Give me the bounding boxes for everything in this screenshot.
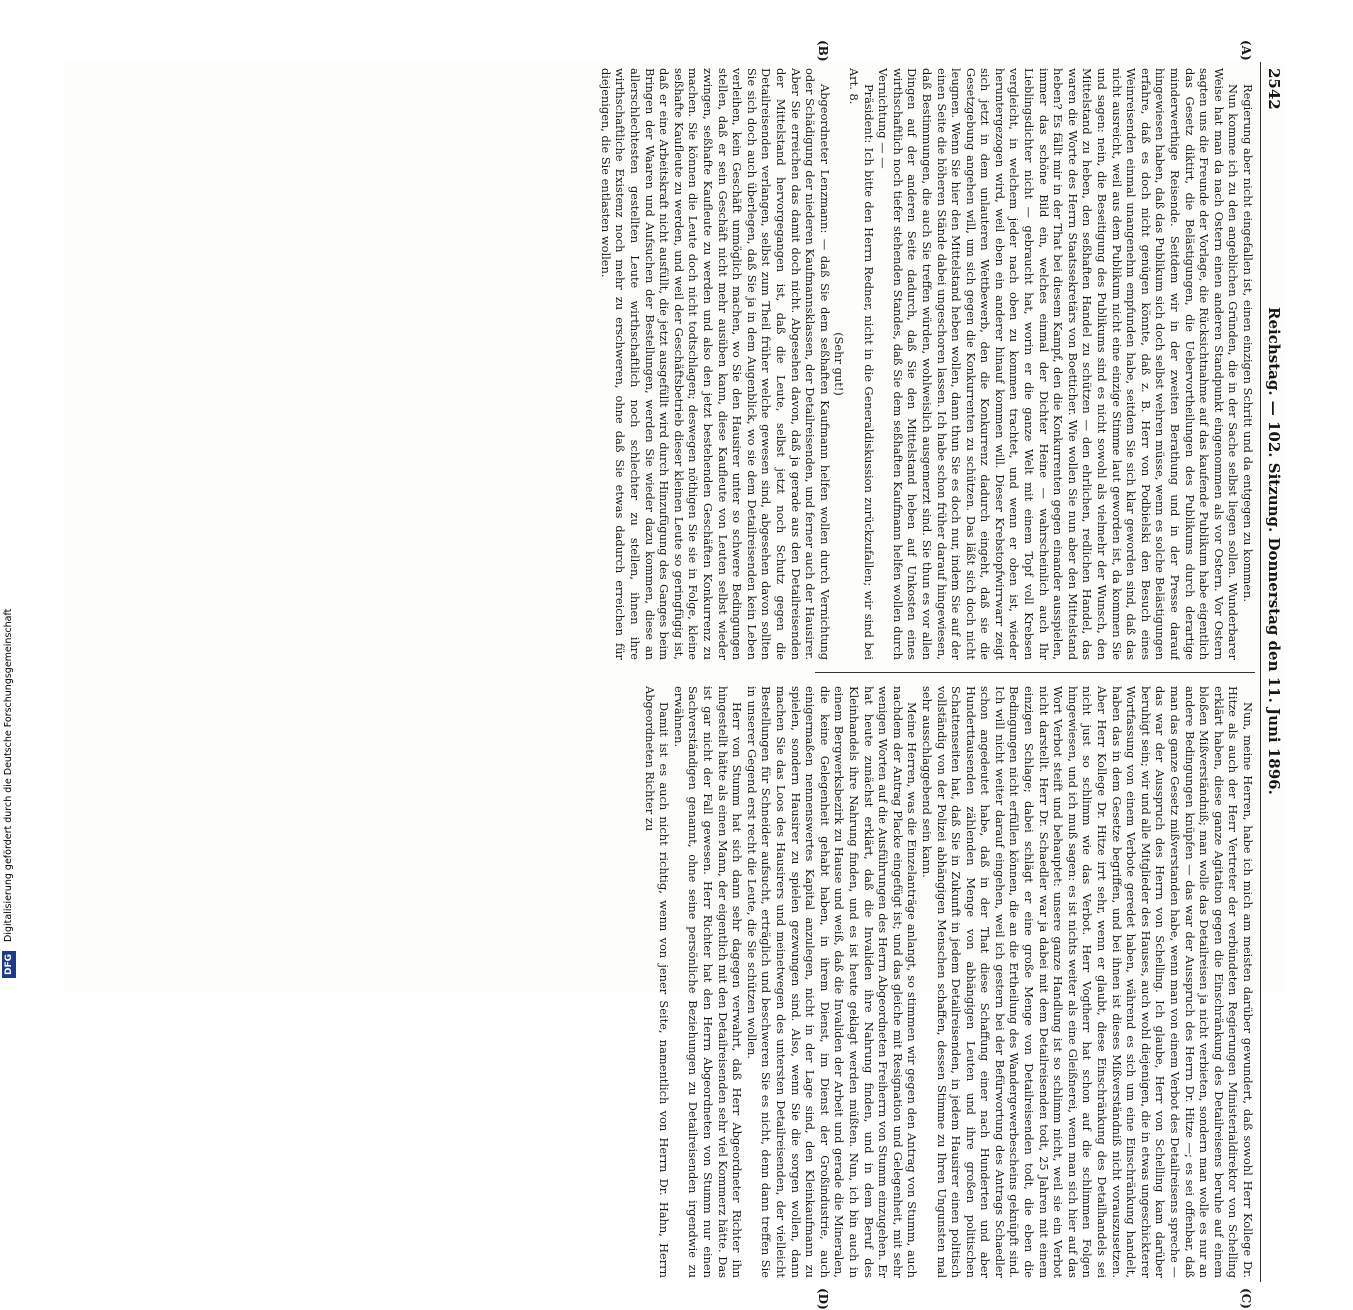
header-title: Reichstag. — 102. Sitzung. Donnerstag den 11. Juni 1896. [1265,307,1283,795]
footer-text: Digitalisierung gefördert durch die Deutsche Forschungsgemeinschaft [3,608,14,942]
paragraph: Nun komme ich zu den angeblichen Gründen, die in der Sache selbst liegen sollen. Wunderbarer Weise hat man da nach Ostern einen anderen Standpunkt eingenommen als vor Ostern. Vor Ostern sagten uns die Freunde der Vorlage, die Rücksichtnahme auf das kaufende Publikum habe eigentlich das Gesetz diktirt, die Belästigungen, die Uebervortheilungen des Publikums durch derartige minderwerthige Reisende. Seitdem wir in der zweiten Berathung und in der Presse darauf hingewiesen haben, daß das Publikum sich doch selbst wehren müsse, wenn es solche Belästigungen erfahre, daß es doch nicht genügen könnte, daß z. B. Herr von Podbielski den Besuch eines Weinreisenden einmal unangenehm empfunden habe, seitdem Sie sich klar geworden sind, daß das nicht ausreicht, weil aus dem Publikum nicht eine einzige Stimme laut geworden ist, da kommen Sie und sagen: nein, die Beseitigung des Publikums sind es nicht sowohl als vielmehr der Wunsch, den Mittelstand zu heben, den seßhaften Handel zu schützen — den ehrlichen, redlichen Handel, das waren die Worte des Herrn Staatssekretärs von Boetticher. Wie wollen Sie nun aber den Mittelstand heben? Es fällt mir in der That bei diesem Kampf, den die Konkurrenten gegen einander ausspielen, immer das schöne Bild ein, welches einmal der Dichter Heine — wahrscheinlich auch Ihr Lieblingsdichter nicht — gebraucht hat, worin er die ganze Welt mit einem Topf voll Krebsen vergleicht, in welchem jeder nach oben zu kommen trachtet, und wenn er oben ist, wieder heruntergezogen wird, weil eben ein anderer hinauf kommen will. Dieser Krebstopfwirrwarr zeigt sich jetzt in dem unlauteren Wettbewerb, den die Konkurrenz dadurch eingeht, daß sie die Gesetzgebung angehen will, um sich gegen die Konkurrenten zu schützen. Das läßt sich doch nicht leugnen. Wenn Sie hier den Mittelstand heben wollen, dann thun Sie es doch nur, indem Sie auf der einen Seite die höheren Stände dabei ungeschoren lassen. Ich habe schon früher darauf hingewiesen, daß Bestimmungen, die auch Sie treffen würden, wohlweislich ausgemerzt sind. Sie thun es vor allen Dingen auf der anderen Seite dadurch, daß Sie den Mittelstand heben auf Unkosten eines wirthschaftlich noch tiefer stehenden Standes, daß Sie dem seßhaften Kaufmann helfen wollen durch Vernichtung — — [876,68,1241,660]
paragraph: Präsident: Ich bitte den Herrn Redner, nicht in die Generaldiskussion zurückzufallen; wir sind bei Art. 8. [846,68,876,660]
paragraph: (Sehr gut!) [832,332,847,396]
paragraph: Meine Herren, was die Einzelanträge anlangt, so stimmen wir gegen den Antrag von Stumm, auch nachdem der Antrag Placke eingefügt ist; und das gleiche mit Resignation und Gelegenheit, mit sehr wenigen Worten auf die Ausführungen des Herrn Abgeordneten Freiherrn von Stumm einzugehen. Er hat heute zunächst erklärt, daß die Invaliden ihre Nahrung finden, und in dem Beruf des Kleinhandels ihre Nahrung finden, und es ist heute geklagt werden müßten. Nun, ich bin auch in einem Bergwerksbezirk zu Hause und weiß, daß die Invaliden der Arbeit und gerade die Mineralen, die keine Gelegenheit gehabt haben, in ihrem Dienst, im Dienst der Großindustrie, auch einigermaßen nennenswertes Kapital anzulegen, nicht in der Lage sind, den Kleinkaufmann zu spielen, sondern Hausirer zu spielen gezwungen sind. Also, wenn Sie die sorgen wollen, dann machen Sie das Loos des Hausirers und meinetwegen des untersten Detailreisenden, der vielleicht Bestellungen für Schneider aufsucht, erträglich und beschweren Sie es nicht, denn dann treffen Sie in unserer Gegend erst recht die Leute, die Sie schützen wollen. [744,686,920,1278]
paragraph: Abgeordneter Lenzmann: — daß Sie dem seßhaften Kaufmann helfen wollen durch Vernichtung oder Schädigung der niederen Kaufmannsklassen, der Detailreisenden, und ferner auch der Hausirer. Aber Sie erreichen das damit doch nicht. Abgesehen davon, daß ja gerade aus den Detailreisenden der Mittelstand hervorgegangen ist, daß die Leute, selbst jetzt noch Schutz gegen die Detailreisenden verlangen, selbst zum Theil früher welche gewesen sind, abgesehen davon sollten Sie sich doch auch überlegen, daß Sie ja in dem Augenblick, wo sie dem Detailreisenden kein Leben verleihen, kein Geschäft unmöglich machen, wo Sie den Hausirer unter so schwere Bedingungen stellen, daß er sein Geschäft nicht mehr ausüben kann, diese Kaufleute von Leuten selbst wieder zwingen, seßhafte Kaufleute zu werden und also den jetzt bestehenden Geschäften Konkurrenz zu machen. Sie können die Leute doch nicht todtschlagen; deswegen nöthigen Sie sie in Folge, kleine seßhafte Kaufleute zu werden, und weil der Geschäftsbetrieb dieser kleinen Leute so geringfügig ist, daß er eine Arbeitskraft nicht ausfüllt, die jetzt ausgefüllt wird durch Hinzufügung des Ganges beim Bringen der Waaren und Aufsuchen der Bestellungen, werden Sie wieder dazu kommen, diese an allerschlechtesten gestellten Leute wirthschaftlich noch schlechter zu stellen, ihnen ihre wirthschaftliche Existenz noch mehr zu erschweren, ohne daß Sie etwas dadurch erreichen für diejenigen, die Sie entlasten wollen. [598,68,832,660]
document-page [65,40,1285,1310]
margin-label-c: (C) [1239,1288,1253,1309]
right-column [395,686,1255,1278]
paragraph: Herr von Stumm hat sich dann sehr dagegen verwahrt, daß Herr Abgeordneter Richter ihn hingestellt hätte als einen Mann, der eigentlich mit den Detailreisenden sehr viel Kommerz hätte. Das ist gar nicht der Fall gewesen. Herr Richter hat den Herrn Abgeordneten von Stumm nur einen Sachverständigen genannt, ohne seine persönliche Beziehungen zu Detailreisenden irgendwie zu erwähnen. [671,686,745,1278]
dfg-logo: DFG [2,951,16,978]
page-number: 2542 [1265,68,1283,110]
header-rule [1260,62,1261,1282]
margin-label-d: (D) [816,1288,830,1310]
paragraph: Regierung aber nicht eingefallen ist, einen einzigen Schritt und da entgegen zu kommen. [1241,84,1255,602]
column-rule [815,672,1255,673]
paragraph: Damit ist es auch nicht richtig, wenn von jener Seite, namentlich von Herrn Dr. Hahn, Herrn Abgeordneten Richter zu [642,686,672,1278]
margin-label-b: (B) [816,40,830,62]
page-header [1263,62,1285,1282]
margin-label-a: (A) [1239,40,1253,61]
left-column [395,68,1255,660]
footer-credit [2,0,16,1000]
paragraph: Nun, meine Herren, habe ich mich am meisten darüber gewundert, daß sowohl Herr Kollege Dr. Hitze als auch der Herr Vertreter der verbündeten Regierungen Ministerialdirektor von Schelling erklärt haben, diese ganze Agitation gegen die Einschränkung des Detailreisens beruhe auf einem bloßen Mißverständniß; man wolle das Detailreisen ja nicht verbieten, sondern man wolle es nur an andere Bedingungen knüpfen — das war der Ausspruch des Herrn Dr. Hitze —; es sei offenbar, daß man das ganze Gesetz mißverstanden habe, wenn man von einem Verbot des Detailreisens spreche — das war der Ausspruch des Herrn von Schelling. Ich glaube, Herr von Schelling kam darüber beruhigt sein; wir und alle Mitglieder des Hauses, auch wohl diejenigen, die in etwas ungeschickterer Wortfassung von einem Verbote geredet haben, während es sich um eine Einschränkung handelt, haben das in dem Gesetze begriffen, und bei ihnen ist dieses Mißverständniß nicht vorauszusetzen. Aber Herr Kollege Dr. Hitze irrt sehr, wenn er glaubt, diese Einschränkung des Detailhandels sei nicht just so schlimm wie das Verbot. Herr Vogtherr hat schon auf die schlimmen Folgen hingewiesen, und ich muß sagen: es ist nichts weiter als eine Gleißnerei, wenn man sich hier auf das Wort Verbot steift und behauptet: unsere ganze Handlung ist so schlimm nicht, weil sie ein Verbot nicht darstellt. Herr Dr. Schaedler war ja dabei mit dem Detailreisenden todt, 25 Jahren mit einem einzigen Schlage; dabei schlägt er eine große Menge von Detailreisenden todt, die eben die Bedingungen nicht erfüllen können, die an die Ertheilung des Wandergewerbescheins geknüpft sind. Ich will nicht weiter darauf eingehen, weil ich gestern bei der Befürwortung des Antrags Schaedler schon angedeutet habe, daß in der That diese Schaffung einer nach Hunderten und aber Hunderttausenden zählenden Menge von abhängigen Leuten und ihre großen politischen Schattenseiten hat, daß Sie in Zukunft in jedem Detailreisenden, in jedem Hausirer einen politisch vollständig von der Polizei abhängigen Menschen schaffen, dessen Stimme zu Ihren Ungunsten mal sehr ausschlaggebend sein kann. [919,686,1255,1278]
